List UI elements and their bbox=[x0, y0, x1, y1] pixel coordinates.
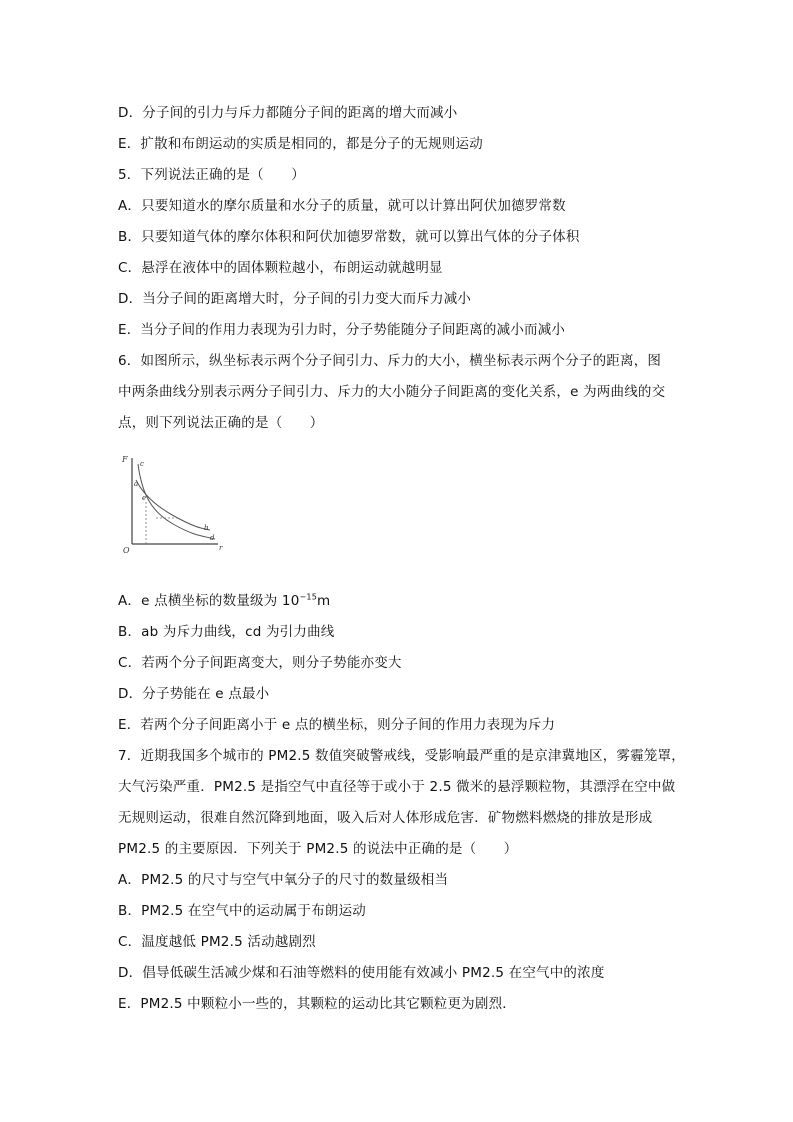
q6-option-a-exponent: −15 bbox=[299, 592, 317, 602]
q5-option-b: B．只要知道气体的摩尔体积和阿伏加德罗常数，就可以算出气体的分子体积 bbox=[118, 229, 580, 245]
q7-option-c: C．温度越低 PM2.5 活动越剧烈 bbox=[118, 934, 316, 950]
q5-option-e: E．当分子间的作用力表现为引力时，分子势能随分子间距离的减小而减小 bbox=[118, 322, 566, 338]
q6-option-c: C．若两个分子间距离变大，则分子势能亦变大 bbox=[118, 655, 402, 671]
q6-stem-line-1: 6．如图所示，纵坐标表示两个分子间引力、斥力的大小，横坐标表示两个分子的距离，图 bbox=[118, 353, 662, 369]
q4-option-d: D．分子间的引力与斥力都随分子间的距离的增大而减小 bbox=[118, 105, 458, 121]
label-a: a bbox=[134, 480, 139, 488]
label-b: b bbox=[204, 524, 209, 532]
q7-stem-line-4: PM2.5 的主要原因．下列关于 PM2.5 的说法中正确的是（ ） bbox=[118, 841, 518, 857]
q6-option-d: D．分子势能在 e 点最小 bbox=[118, 686, 270, 702]
q6-stem-line-2: 中两条曲线分别表示两分子间引力、斥力的大小随分子间距离的变化关系，e 为两曲线的交 bbox=[118, 384, 666, 400]
q5-option-d: D．当分子间的距离增大时，分子间的引力变大而斥力减小 bbox=[118, 291, 472, 307]
q7-stem-line-2: 大气污染严重．PM2.5 是指空气中直径等于或小于 2.5 微米的悬浮颗粒物，其漂浮在空中做 bbox=[118, 779, 676, 795]
q5-option-a: A．只要知道水的摩尔质量和水分子的质量，就可以计算出阿伏加德罗常数 bbox=[118, 198, 566, 214]
label-e: e bbox=[142, 494, 147, 502]
q6-option-a-text: A．e 点横坐标的数量级为 10 bbox=[118, 593, 300, 609]
curve-ab bbox=[136, 480, 210, 530]
q7-option-d: D．倡导低碳生活减少煤和石油等燃料的使用能有效减小 PM2.5 在空气中的浓度 bbox=[118, 965, 605, 981]
q6-stem-line-3: 点，则下列说法正确的是（ ） bbox=[118, 415, 324, 431]
q6-option-a-unit: m bbox=[317, 593, 331, 609]
force-curves-diagram bbox=[118, 450, 228, 555]
q5-stem: 5．下列说法正确的是（ ） bbox=[118, 167, 305, 183]
q7-stem-line-3: 无规则运动，很难自然沉降到地面，吸入后对人体形成危害．矿物燃料燃烧的排放是形成 bbox=[118, 810, 653, 826]
q7-stem-line-1: 7．近期我国多个城市的 PM2.5 数值突破警戒线，受影响最严重的是京津冀地区，雾霾笼罩， bbox=[118, 748, 685, 764]
q5-option-c: C．悬浮在液体中的固体颗粒越小，布朗运动就越明显 bbox=[118, 260, 443, 276]
q6-option-e: E．若两个分子间距离小于 e 点的横坐标，则分子间的作用力表现为斥力 bbox=[118, 717, 556, 733]
q4-option-e: E．扩散和布朗运动的实质是相同的，都是分子的无规则运动 bbox=[118, 136, 483, 152]
label-F: F bbox=[122, 455, 128, 464]
label-c: c bbox=[140, 460, 144, 468]
force-distance-figure bbox=[118, 450, 228, 555]
q6-option-a bbox=[118, 592, 330, 610]
label-r: r bbox=[219, 544, 223, 552]
q7-option-e: E．PM2.5 中颗粒小一些的，其颗粒的运动比其它颗粒更为剧烈． bbox=[118, 996, 516, 1012]
q6-option-b: B．ab 为斥力曲线，cd 为引力曲线 bbox=[118, 624, 335, 640]
q7-option-a: A．PM2.5 的尺寸与空气中氧分子的尺寸的数量级相当 bbox=[118, 872, 449, 888]
q7-option-b: B．PM2.5 在空气中的运动属于布朗运动 bbox=[118, 903, 367, 919]
label-d: d bbox=[210, 534, 215, 542]
label-O: O bbox=[123, 546, 130, 555]
